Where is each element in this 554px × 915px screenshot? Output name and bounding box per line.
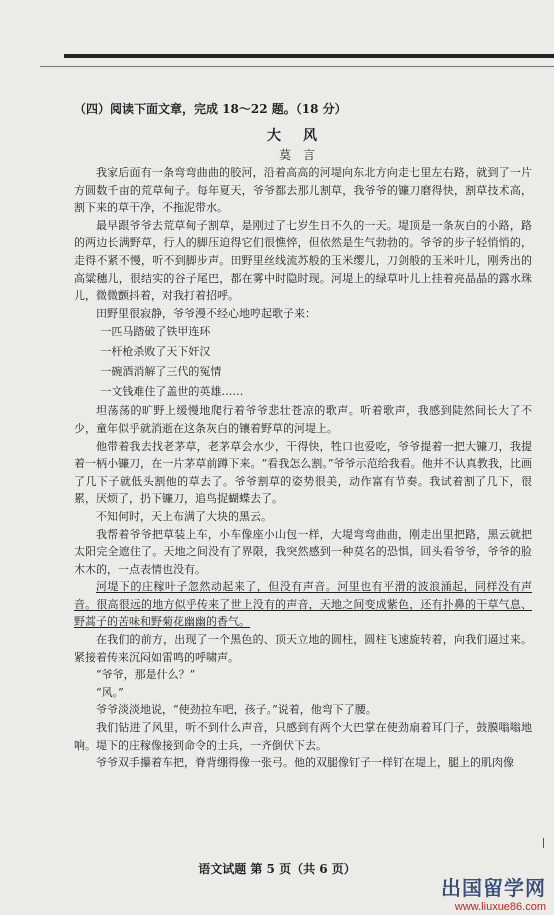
poem-line: 一文钱难住了盖世的英雄…… xyxy=(100,385,244,399)
poem-line: 一匹马踏破了铁甲连环 xyxy=(100,325,211,339)
watermark-logo xyxy=(441,877,546,913)
exam-page xyxy=(74,100,532,772)
paragraph: 最早跟爷爷去荒草甸子割草，是刚过了七岁生日不久的一天。堤顶是一条灰白的小路，路的两边长满野草，行人的脚压迫得它们很憔悴，但依然是生气勃勃的。爷爷的步子轻悄悄的，走得不紧不慢，听不到脚步声。田野里丝线流苏般的玉米缨儿，刀剑般的玉米叶儿，刚秀出的高粱穗儿，很结实的谷子尾巴，都在雾中时隐时现。河堤上的绿草叶儿上挂着亮晶晶的露水珠儿，微微颤抖着，对我打着招呼。 xyxy=(74,218,532,303)
paragraph: 坦荡荡的旷野上缓慢地爬行着爷爷悲壮苍凉的歌声。听着歌声，我感到陡然间长大了不少，童年似乎就消逝在这条灰白的镶着野草的河堤上。 xyxy=(74,404,532,435)
dialogue-line: “爷爷，那是什么？” xyxy=(96,668,196,682)
question-header: （四）阅读下面文章，完成 18～22 题。（18 分） xyxy=(74,102,347,116)
top-rule xyxy=(64,54,554,58)
poem-line: 一杆枪杀败了天下奸汉 xyxy=(100,345,211,359)
article-title: 大风 xyxy=(267,128,339,144)
paragraph: 不知何时，天上布满了大块的黑云。 xyxy=(96,509,272,523)
poem-line: 一碗酒消解了三代的冤情 xyxy=(100,365,222,379)
page-footer: 语文试题 第 5 页（共 6 页） xyxy=(198,862,356,876)
top-rule-thin xyxy=(40,66,554,67)
paragraph: 在我们的前方，出现了一个黑色的、顶天立地的圆柱，圆柱飞速旋转着，向我们逼过来。紧接着传来沉闷如雷鸣的呼啸声。 xyxy=(74,633,532,664)
article-author: 莫言 xyxy=(278,148,327,162)
watermark-name: 出国留学网 xyxy=(441,878,546,900)
watermark-url: www.liuxue86.com xyxy=(454,901,546,913)
paragraph: 他带着我去找老茅草，老茅草会水少，干得快，牲口也爱吃，爷爷提着一把大镰刀，我提着一柄小镰刀，在一片茅草前蹲下来。“看我怎么割。”爷爷示范给我看。他并不认真教我，比画了几下子就低头割他的草去了。爷爷割草的姿势很美，动作富有节奏。我试着割了几下，很累，厌烦了，扔下镰刀，追鸟捉蝴蝶去了。 xyxy=(74,439,532,506)
underlined-paragraph: 河堤下的庄稼叶子忽然动起来了，但没有声音。河里也有平滑的波浪涌起，同样没有声音。很高很远的地方似乎传来了世上没有的声音，天地之间变成紫色，还有扑鼻的干草气息、野蒿子的苦味和野菊花幽幽的香气。 xyxy=(74,580,532,629)
dialogue-line: “风。” xyxy=(96,685,124,699)
paragraph: 爷爷淡淡地说，“使劲拉车吧，孩子。”说着，他弯下了腰。 xyxy=(96,703,377,717)
paragraph: 爷爷双手攥着车把，脊背绷得像一张弓。他的双腿像钉子一样钉在堤上，腿上的肌肉像 xyxy=(96,756,514,770)
paragraph: 田野里很寂静，爷爷漫不经心地哼起歌子来： xyxy=(96,306,316,320)
margin-mark xyxy=(543,838,544,848)
paragraph: 我帮着爷爷把草装上车，小车像座小山包一样，大堤弯弯曲曲，刚走出里把路，黑云就把太阳完全遮住了。天地之间没有了界限，我突然感到一种莫名的恐惧，回头看爷爷，爷爷的脸木木的，一点表情也没有。 xyxy=(74,527,532,576)
paragraph: 我们钻进了风里，听不到什么声音，只感到有两个大巴掌在使劲扇着耳门子，鼓膜嗡嗡地响。堤下的庄稼像接到命令的士兵，一齐倒伏下去。 xyxy=(74,721,532,752)
paragraph: 我家后面有一条弯弯曲曲的胶河，沿着高高的河堤向东北方向走七里左右路，就到了一片方圆数千亩的荒草甸子。每年夏天，爷爷都去那儿割草，我爷爷的镰刀磨得快，割草技术高，割下来的草干净，不拖泥带水。 xyxy=(74,166,532,215)
